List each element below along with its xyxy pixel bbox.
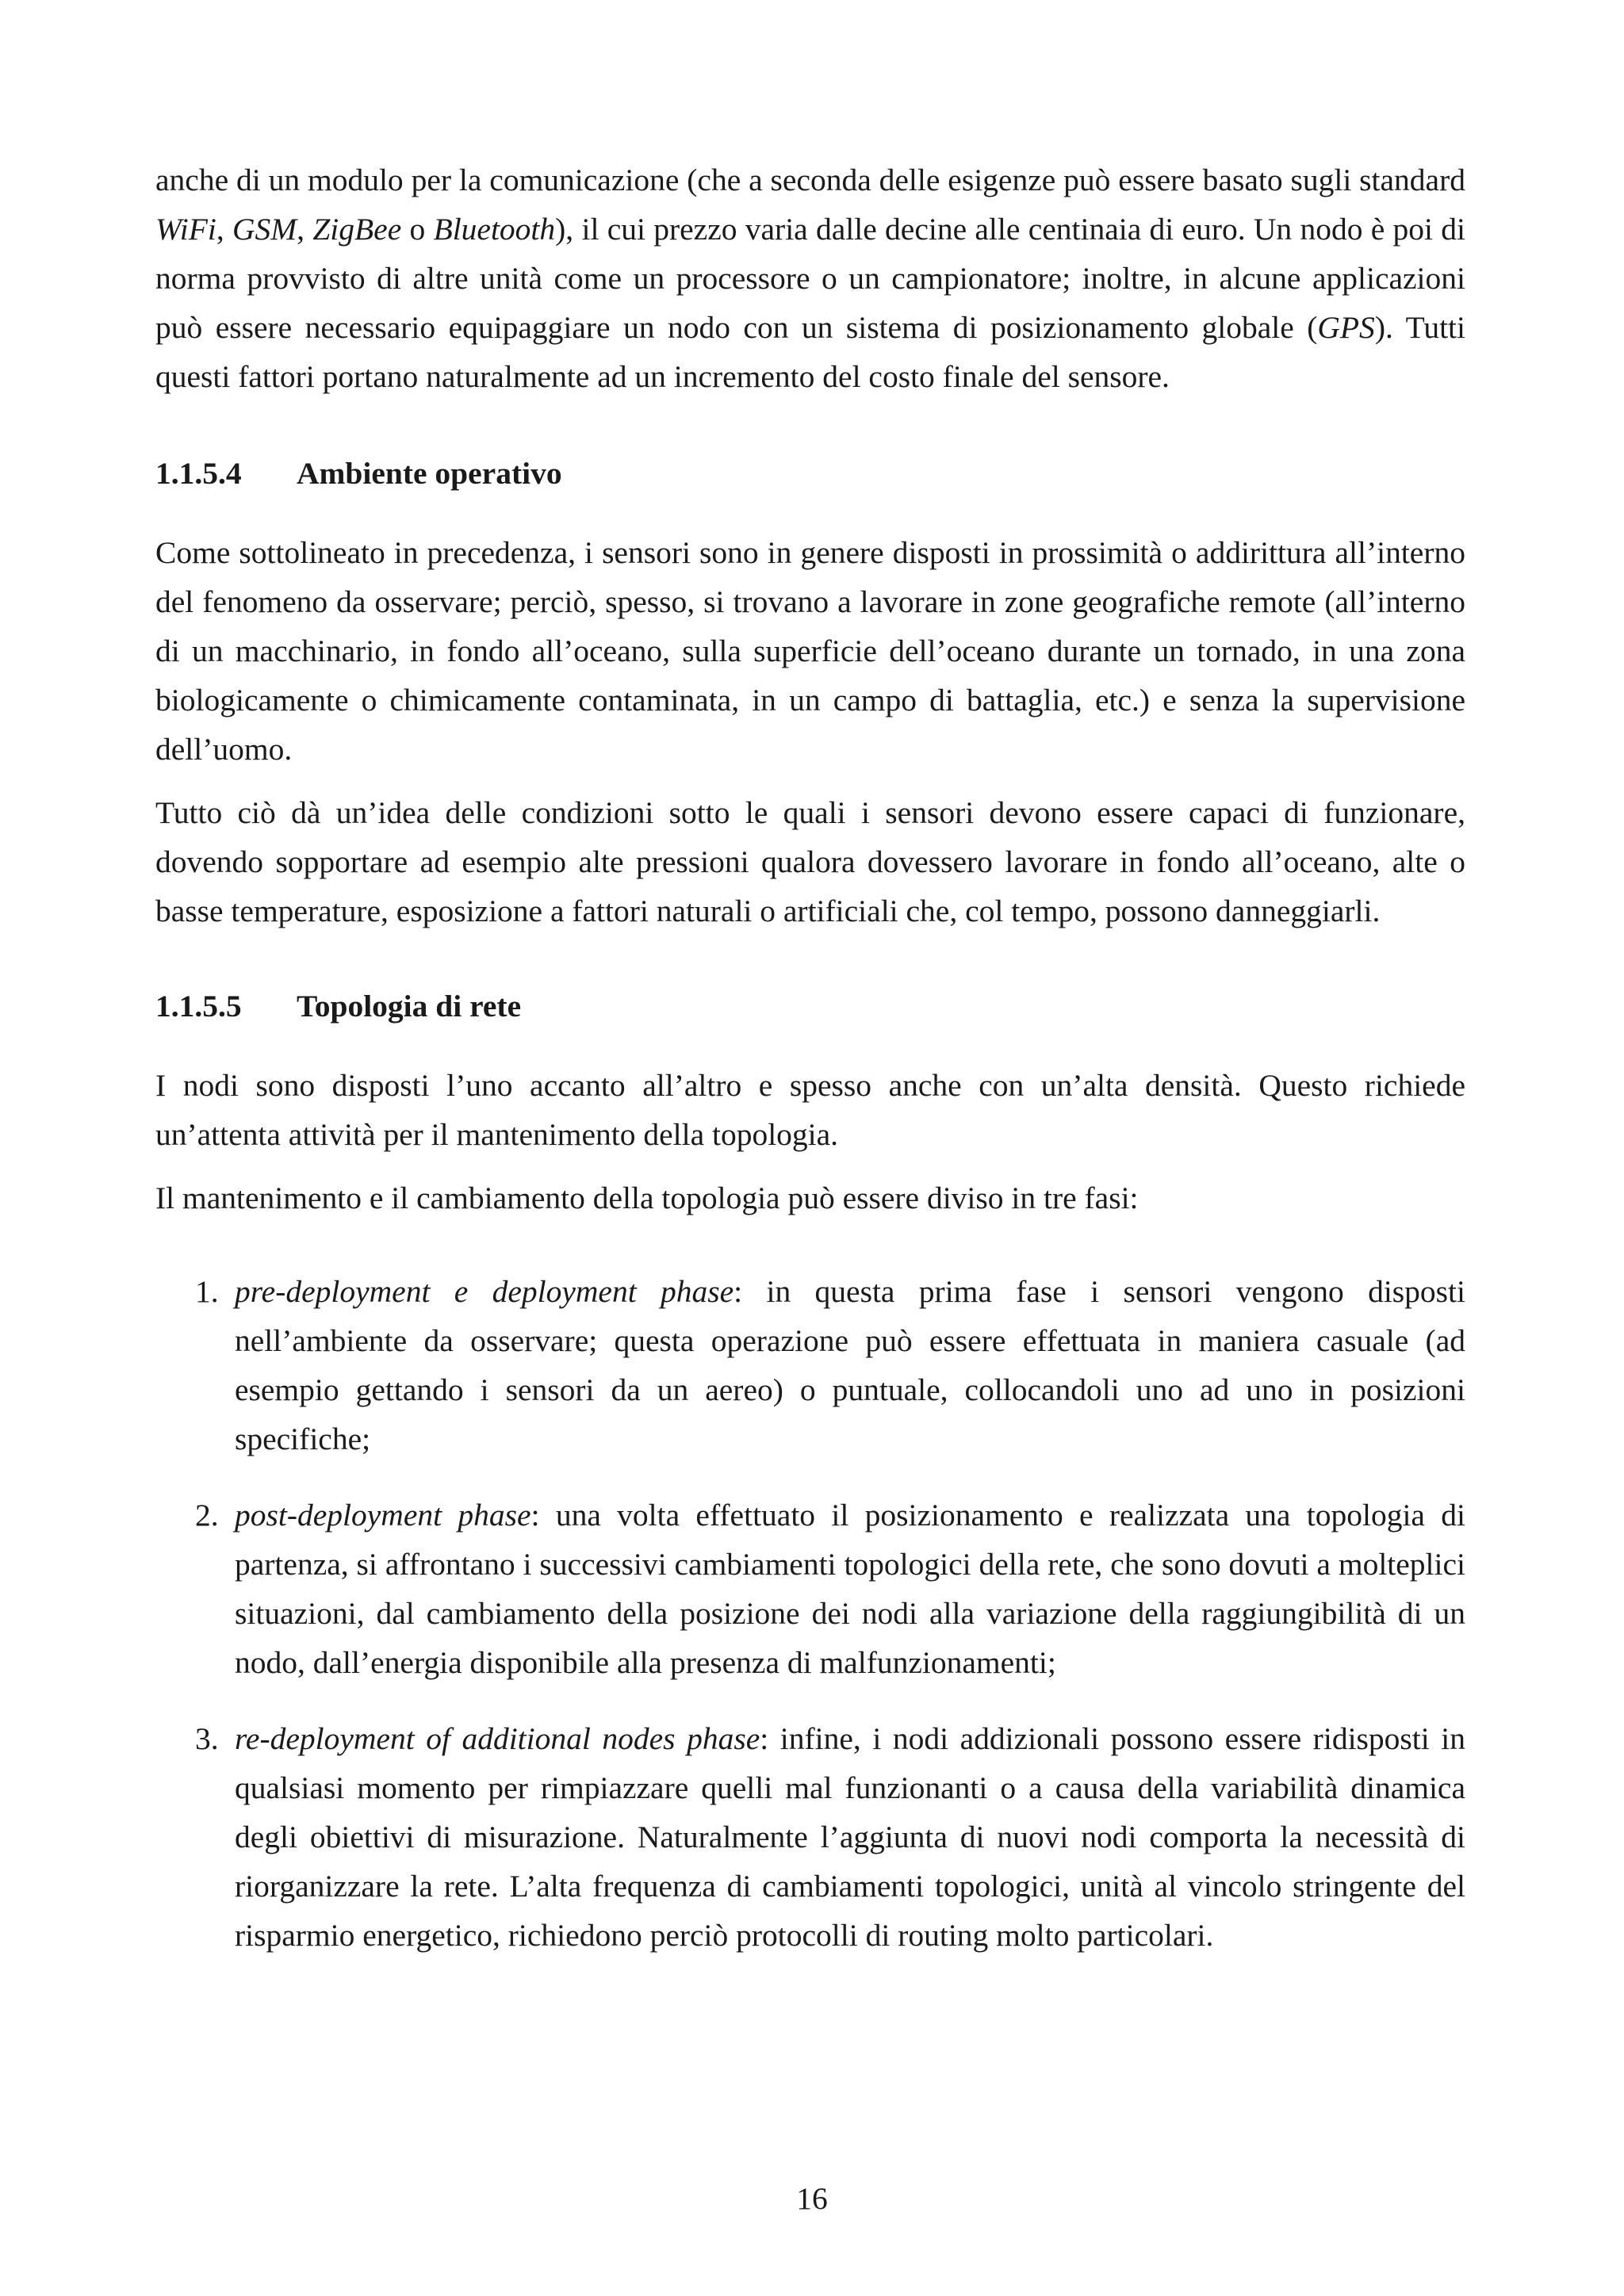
list-item xyxy=(155,1267,1465,1464)
section-number: 1.1.5.5 xyxy=(155,989,242,1024)
intro-text-1: anche di un modulo per la comunicazione (che a seconda delle esigenze può essere basato sugli standard xyxy=(155,163,1465,197)
list-item-text xyxy=(235,1267,1465,1464)
term-zigbee: ZigBee xyxy=(312,212,402,247)
term-gps: GPS xyxy=(1317,310,1375,345)
colon: : xyxy=(530,1498,540,1533)
list-item-text xyxy=(235,1714,1465,1960)
separator: , xyxy=(297,212,313,247)
phase-term: pre-deployment e deployment phase xyxy=(235,1274,734,1309)
intro-text-2: ), il cui prezzo varia dalle decine alle centinaia di euro. Un nodo è poi di norma provvisto di altre unità come un processore o un campionatore; inoltre, in alcune applicazioni può essere necessario equipaggiare un nodo con un sistema di posizionamento globale ( xyxy=(155,212,1466,345)
ambiente-paragraph-1: Come sottolineato in precedenza, i sensori sono in genere disposti in prossimità o addirittura all’interno del fenomeno da osservare; perciò, spesso, si trovano a lavorare in zone geografiche remote (all’interno di un macchinario, in fondo all’oceano, sulla superficie dell’oceano durante un tornado, in una zona biologicamente o chimicamente contaminata, in un campo di battaglia, etc.) e senza la supervisione dell’uomo. xyxy=(155,535,1465,767)
list-item xyxy=(155,1490,1465,1687)
page-body xyxy=(155,155,1465,1987)
phase-term: re-deployment of additional nodes phase xyxy=(235,1721,760,1756)
list-marker: 3. xyxy=(195,1721,219,1756)
section-heading-topologia-di-rete xyxy=(155,982,1465,1031)
phases-list xyxy=(155,1267,1465,1960)
topologia-paragraph-1: I nodi sono disposti l’uno accanto all’altro e spesso anche con un’alta densità. Questo richiede un’attenta attività per il mantenimento della topologia. xyxy=(155,1068,1465,1152)
list-item-text xyxy=(235,1490,1465,1687)
term-wifi: WiFi xyxy=(155,212,216,247)
separator: , xyxy=(216,212,232,247)
list-item xyxy=(155,1714,1465,1960)
term-gsm: GSM xyxy=(232,212,297,247)
term-bluetooth: Bluetooth xyxy=(433,212,556,247)
section-title: Topologia di rete xyxy=(297,989,522,1024)
list-marker: 2. xyxy=(195,1498,219,1533)
list-marker: 1. xyxy=(195,1274,219,1309)
colon: : xyxy=(733,1274,743,1309)
separator: o xyxy=(401,212,434,247)
colon: : xyxy=(760,1721,769,1756)
intro-text-3: ). Tutti questi fattori portano naturalmente ad un incremento del costo finale del sensore. xyxy=(155,310,1465,394)
ambiente-paragraph-2: Tutto ciò dà un’idea delle condizioni sotto le quali i sensori devono essere capaci di funzionare, dovendo sopportare ad esempio alte pressioni qualora dovessero lavorare in fondo all’oceano, alte o basse temperature, esposizione a fattori naturali o artificiali che, col tempo, possono danneggiarli. xyxy=(155,795,1465,928)
phase-description: infine, i nodi addizionali possono essere ridisposti in qualsiasi momento per rimpiazzare quelli mal funzionanti o a causa della variabilità dinamica degli obiettivi di misurazione. Naturalmente l’aggiunta di nuovi nodi comporta la necessità di riorganizzare la rete. L’alta frequenza di cambiamenti topologici, unità al vincolo stringente del risparmio energetico, richiedono perciò protocolli di routing molto particolari. xyxy=(235,1721,1465,1953)
section-title: Ambiente operativo xyxy=(297,456,562,491)
section-heading-ambiente-operativo xyxy=(155,449,1465,498)
phase-term: post-deployment phase xyxy=(235,1498,531,1533)
section-number: 1.1.5.4 xyxy=(155,456,242,491)
topologia-paragraph-2: Il mantenimento e il cambiamento della topologia può essere diviso in tre fasi: xyxy=(155,1181,1139,1215)
phase-description: in questa prima fase i sensori vengono disposti nell’ambiente da osservare; questa operazione può essere effettuata in maniera casuale (ad esempio gettando i sensori da un aereo) o puntuale, collocandoli uno ad uno in posizioni specifiche; xyxy=(235,1274,1466,1456)
phase-description: una volta effettuato il posizionamento e realizzata una topologia di partenza, si affrontano i successivi cambiamenti topologici della rete, che sono dovuti a molteplici situazioni, dal cambiamento della posizione dei nodi alla variazione della raggiungibilità di un nodo, dall’energia disponibile alla presenza di malfunzionamenti; xyxy=(235,1498,1465,1680)
page-number: 16 xyxy=(796,2181,828,2216)
intro-paragraph xyxy=(155,155,1465,401)
